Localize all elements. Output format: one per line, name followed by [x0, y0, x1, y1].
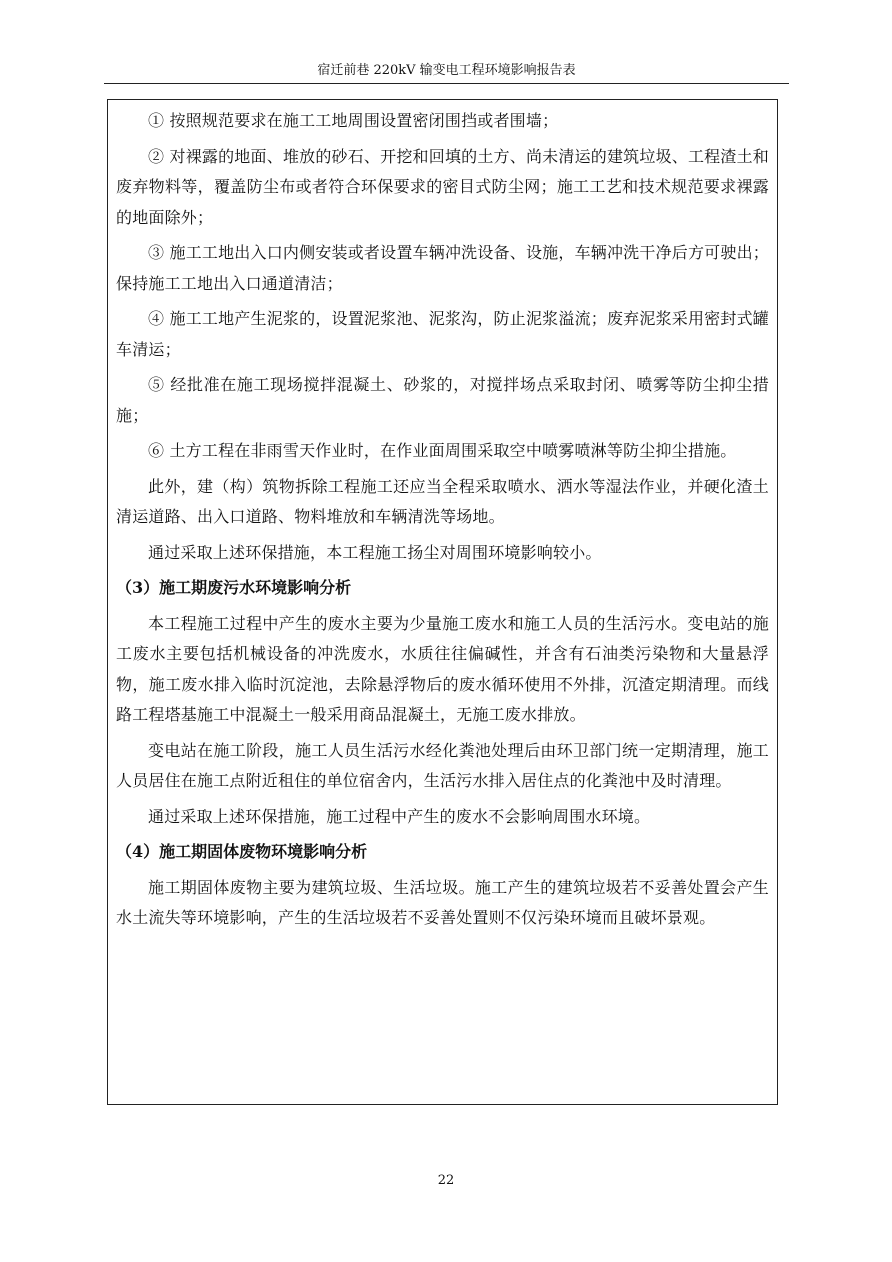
page-number: 22 [437, 1173, 455, 1188]
measure-item-5: ⑤ 经批准在施工现场搅拌混凝土、砂浆的，对搅拌场点采取封闭、喷雾等防尘抑尘措施； [116, 375, 769, 425]
running-header: 宿迁前巷 220kV 输变电工程环境影响报告表 [317, 63, 576, 78]
measure-item-1: ① 按照规范要求在施工工地周围设置密闭围挡或者围墙； [148, 111, 559, 130]
solid-waste-paragraph: 施工期固体废物主要为建筑垃圾、生活垃圾。施工产生的建筑垃圾若不妥善处置会产生水土流失等环境影响，产生的生活垃圾若不妥善处置则不仅污染环境而且破坏景观。 [116, 877, 769, 927]
measure-item-6: ⑥ 土方工程在非雨雪天作业时，在作业面周围采取空中喷雾喷淋等防尘抑尘措施。 [148, 441, 737, 460]
wastewater-paragraph-1: 本工程施工过程中产生的废水主要为少量施工废水和施工人员的生活污水。变电站的施工废水主要包括机械设备的冲洗废水，水质往往偏碱性，并含有石油类污染物和大量悬浮物，施工废水排入临时沉淀池，去除悬浮物后的废水循环使用不外排，沉渣定期清理。而线路工程塔基施工中混凝土一般采用商品混凝土，无施工废水排放。 [116, 613, 769, 724]
measure-item-4: ④ 施工工地产生泥浆的，设置泥浆池、泥浆沟，防止泥浆溢流；废弃泥浆采用密封式罐车清运； [116, 309, 769, 359]
measure-item-2: ② 对裸露的地面、堆放的砂石、开挖和回填的土方、尚未清运的建筑垃圾、工程渣土和废弃物料等，覆盖防尘布或者符合环保要求的密目式防尘网；施工工艺和技术规范要求裸露的地面除外； [116, 146, 769, 227]
wastewater-conclusion: 通过采取上述环保措施，施工过程中产生的废水不会影响周围水环境。 [148, 806, 651, 826]
section-heading-wastewater: （3）施工期废污水环境影响分析 [116, 578, 352, 597]
section-heading-solid-waste: （4）施工期固体废物环境影响分析 [116, 842, 368, 861]
dust-conclusion: 通过采取上述环保措施，本工程施工扬尘对周围环境影响较小。 [148, 542, 602, 562]
measure-item-3: ③ 施工工地出入口内侧安装或者设置车辆冲洗设备、设施，车辆冲洗干净后方可驶出；保持施工工地出入口通道清洁； [116, 243, 769, 293]
demolition-paragraph: 此外，建（构）筑物拆除工程施工还应当全程采取喷水、洒水等湿法作业，并硬化渣土清运道路、出入口道路、物料堆放和车辆清洗等场地。 [116, 476, 769, 526]
wastewater-paragraph-2: 变电站在施工阶段，施工人员生活污水经化粪池处理后由环卫部门统一定期清理，施工人员居住在施工点附近租住的单位宿舍内，生活污水排入居住点的化粪池中及时清理。 [116, 740, 769, 790]
content-box [107, 99, 778, 1105]
header-rule [104, 83, 789, 84]
